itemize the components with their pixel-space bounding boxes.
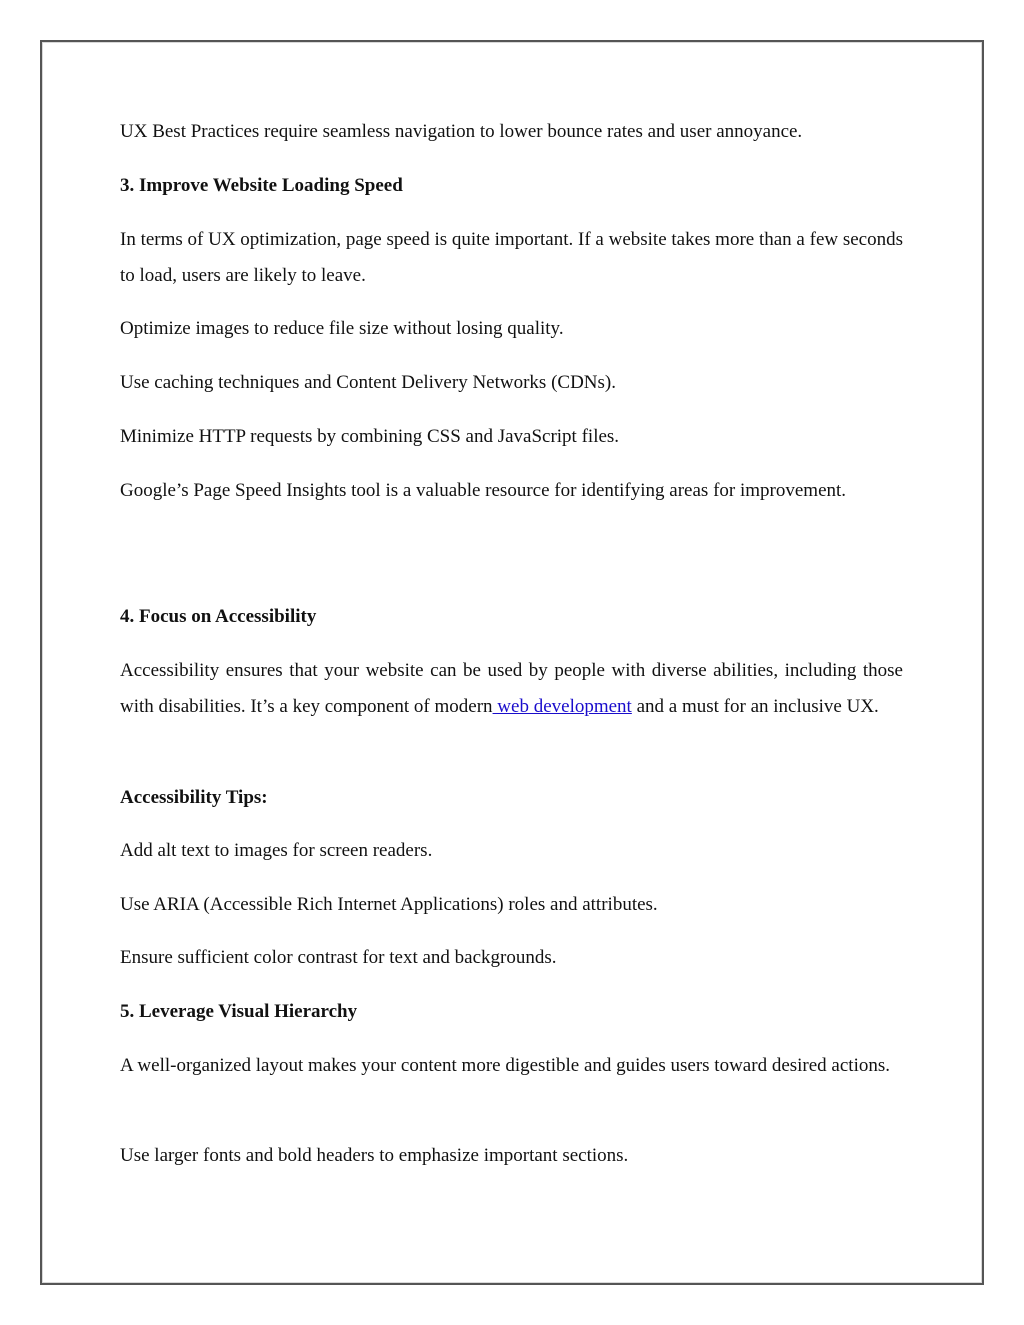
tip-minimize-http: Minimize HTTP requests by combining CSS and JavaScript files. xyxy=(120,426,620,447)
accessibility-intro-tail: and a must for an inclusive UX. xyxy=(631,696,879,717)
tip-aria-roles: Use ARIA (Accessible Rich Internet Applications) roles and attributes. xyxy=(120,894,658,915)
heading-accessibility: 4. Focus on Accessibility xyxy=(120,606,317,627)
heading-loading-speed: 3. Improve Website Loading Speed xyxy=(120,175,403,196)
tip-caching-cdn: Use caching techniques and Content Delivery Networks (CDNs). xyxy=(120,372,616,393)
tip-optimize-images: Optimize images to reduce file size without losing quality. xyxy=(120,318,564,339)
visual-hierarchy-intro: A well-organized layout makes your content more digestible and guides users toward desired actions. xyxy=(120,1055,891,1076)
tip-alt-text: Add alt text to images for screen readers. xyxy=(120,840,433,861)
accessibility-intro-text: Accessibility ensures that your website can be used by people with diverse abilities, including those with disabilities. It’s a key component of modern xyxy=(120,660,903,717)
page-speed-insights-text: Google’s Page Speed Insights tool is a valuable resource for identifying areas for improvement. xyxy=(120,480,847,501)
web-development-link[interactable]: web development xyxy=(492,696,632,717)
heading-accessibility-tips: Accessibility Tips: xyxy=(120,787,268,808)
tip-larger-fonts: Use larger fonts and bold headers to emphasize important sections. xyxy=(120,1145,629,1166)
navigation-summary-text: UX Best Practices require seamless navigation to lower bounce rates and user annoyance. xyxy=(120,121,803,142)
tip-color-contrast: Ensure sufficient color contrast for text and backgrounds. xyxy=(120,947,557,968)
heading-visual-hierarchy: 5. Leverage Visual Hierarchy xyxy=(120,1001,358,1022)
loading-speed-intro: In terms of UX optimization, page speed is quite important. If a website takes more than a few seconds to load, users are likely to leave. xyxy=(120,229,903,286)
accessibility-intro xyxy=(120,653,903,725)
